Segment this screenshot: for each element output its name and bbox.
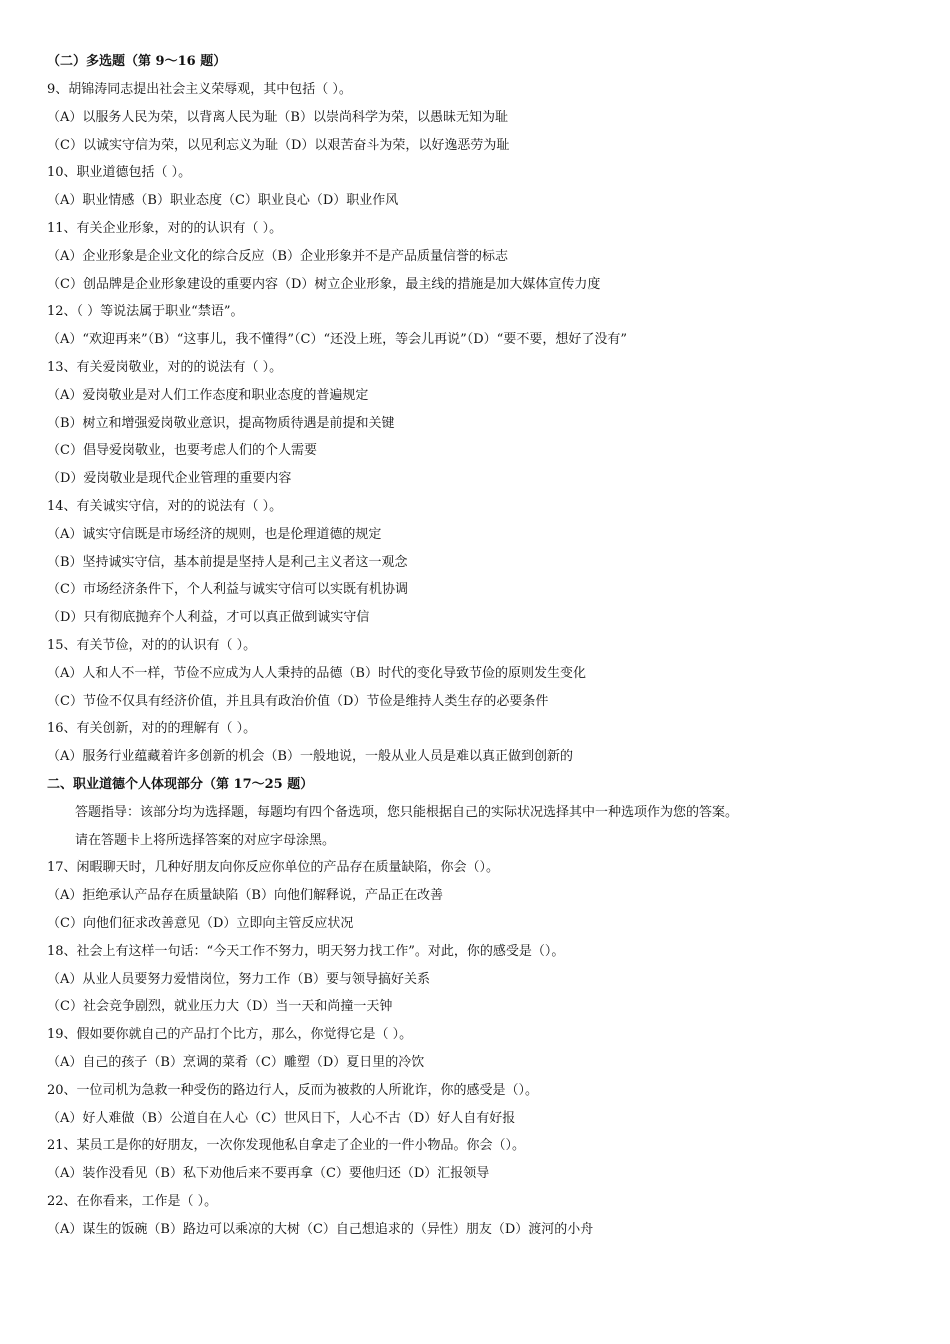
question-9: 9、胡锦涛同志提出社会主义荣辱观，其中包括（ ）。	[47, 82, 352, 97]
section-heading-personal-performance: 二、职业道德个人体现部分（第 17～25 题）	[47, 777, 314, 792]
question-12-options: （A）“欢迎再来”（B）“这事儿，我不懂得”（C）“还没上班，等会儿再说”（D）“要不要，想好了没有”	[47, 332, 627, 347]
question-9-options-ab: （A）以服务人民为荣，以背离人民为耻（B）以崇尚科学为荣，以愚昧无知为耻	[47, 110, 508, 125]
question-13: 13、有关爱岗敬业，对的的说法有（ ）。	[47, 360, 283, 375]
section-heading-multiple-choice: （二）多选题（第 9～16 题）	[47, 54, 227, 69]
question-16-options-ab: （A）服务行业蕴藏着许多创新的机会（B）一般地说，一般从业人员是难以真正做到创新的	[47, 749, 573, 764]
question-12: 12、（ ）等说法属于职业“禁语”。	[47, 304, 244, 319]
question-20: 20、一位司机为急救一种受伤的路边行人，反而为被救的人所讹诈，你的感受是（）。	[47, 1083, 539, 1098]
question-10-options: （A）职业情感（B）职业态度（C）职业良心（D）职业作风	[47, 193, 399, 208]
question-10: 10、职业道德包括（ ）。	[47, 165, 192, 180]
question-14-option-d: （D）只有彻底抛弃个人利益，才可以真正做到诚实守信	[47, 610, 370, 625]
question-13-option-d: （D）爱岗敬业是现代企业管理的重要内容	[47, 471, 292, 486]
question-11-options-ab: （A）企业形象是企业文化的综合反应（B）企业形象并不是产品质量信誉的标志	[47, 249, 508, 264]
answer-card-instructions: 请在答题卡上将所选择答案的对应字母涂黑。	[75, 833, 336, 848]
question-14-option-a: （A）诚实守信既是市场经济的规则，也是伦理道德的规定	[47, 527, 382, 542]
question-17-options-ab: （A）拒绝承认产品存在质量缺陷（B）向他们解释说，产品正在改善	[47, 888, 443, 903]
question-18-options-ab: （A）从业人员要努力爱惜岗位，努力工作（B）要与领导搞好关系	[47, 972, 430, 987]
question-22-options: （A）谋生的饭碗（B）路边可以乘凉的大树（C）自己想追求的（异性）朋友（D）渡河的小舟	[47, 1222, 594, 1237]
question-14: 14、有关诚实守信，对的的说法有（ ）。	[47, 499, 283, 514]
question-11: 11、有关企业形象，对的的认识有（ ）。	[47, 221, 283, 236]
question-19: 19、假如要你就自己的产品打个比方，那么，你觉得它是（ ）。	[47, 1027, 413, 1042]
question-14-option-c: （C）市场经济条件下，个人利益与诚实守信可以实既有机协调	[47, 582, 408, 597]
question-13-option-b: （B）树立和增强爱岗敬业意识，提高物质待遇是前提和关键	[47, 416, 395, 431]
question-16: 16、有关创新，对的的理解有（ ）。	[47, 721, 257, 736]
question-9-options-cd: （C）以诚实守信为荣，以见利忘义为耻（D）以艰苦奋斗为荣，以好逸恶劳为耻	[47, 138, 510, 153]
question-20-options: （A）好人难做（B）公道自在人心（C）世风日下，人心不古（D）好人自有好报	[47, 1111, 516, 1126]
question-17-options-cd: （C）向他们征求改善意见（D）立即向主管反应状况	[47, 916, 354, 931]
answer-instructions: 答题指导：该部分均为选择题，每题均有四个备选项，您只能根据自己的实际状况选择其中一种选项作为您的答案。	[75, 805, 739, 820]
question-15-options-cd: （C）节俭不仅具有经济价值，并且具有政治价值（D）节俭是维持人类生存的必要条件	[47, 694, 549, 709]
question-18-options-cd: （C）社会竞争剧烈，就业压力大（D）当一天和尚撞一天钟	[47, 999, 393, 1014]
question-11-options-cd: （C）创品牌是企业形象建设的重要内容（D）树立企业形象，最主线的措施是加大媒体宣传力度	[47, 277, 601, 292]
question-22: 22、在你看来，工作是（ ）。	[47, 1194, 218, 1209]
question-21: 21、某员工是你的好朋友，一次你发现他私自拿走了企业的一件小物品。你会（）。	[47, 1138, 526, 1153]
question-15-options-ab: （A）人和人不一样，节俭不应成为人人秉持的品德（B）时代的变化导致节俭的原则发生变化	[47, 666, 586, 681]
question-17: 17、闲暇聊天时，几种好朋友向你反应你单位的产品存在质量缺陷，你会（）。	[47, 860, 500, 875]
question-13-option-a: （A）爱岗敬业是对人们工作态度和职业态度的普遍规定	[47, 388, 369, 403]
question-18: 18、社会上有这样一句话：“今天工作不努力，明天努力找工作”。对此，你的感受是（）。	[47, 944, 565, 959]
question-19-options: （A）自己的孩子（B）烹调的菜肴（C）雕塑（D）夏日里的冷饮	[47, 1055, 425, 1070]
question-15: 15、有关节俭，对的的认识有（ ）。	[47, 638, 257, 653]
question-21-options: （A）装作没看见（B）私下劝他后来不要再拿（C）要他归还（D）汇报领导	[47, 1166, 490, 1181]
question-14-option-b: （B）坚持诚实守信，基本前提是坚持人是利己主义者这一观念	[47, 555, 408, 570]
question-13-option-c: （C）倡导爱岗敬业，也要考虑人们的个人需要	[47, 443, 317, 458]
